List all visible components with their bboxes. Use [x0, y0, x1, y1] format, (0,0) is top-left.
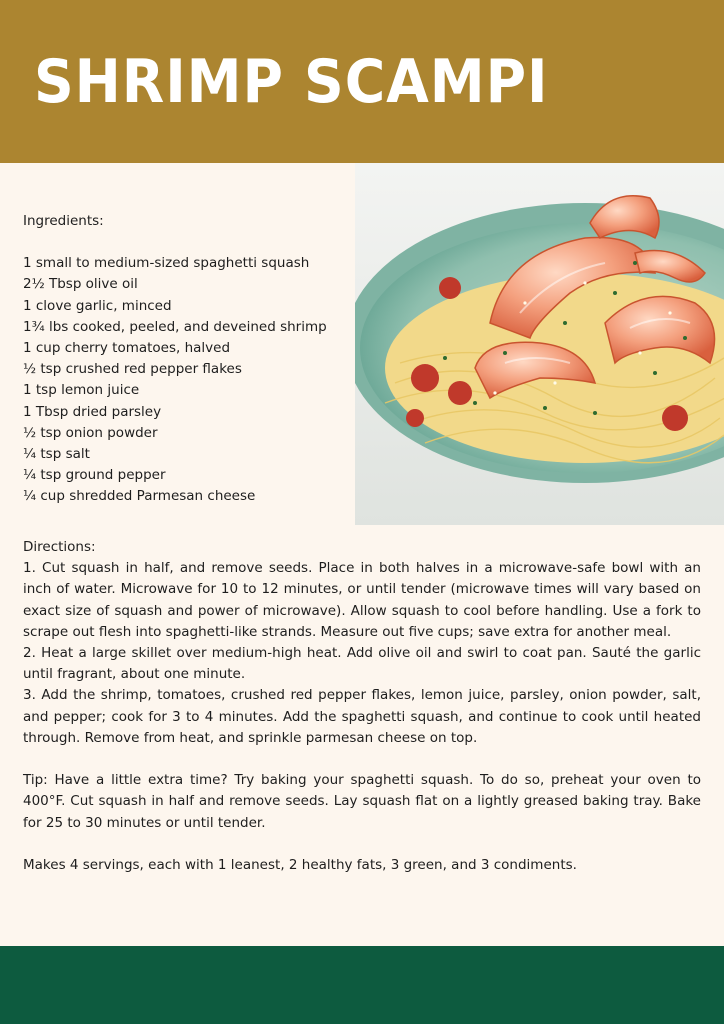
- recipe-title: SHRIMP SCAMPI: [34, 47, 549, 117]
- ingredient-item: 2½ Tbsp olive oil: [23, 276, 138, 293]
- servings-text: Makes 4 servings, each with 1 leanest, 2 healthy fats, 3 green, and 3 condiments.: [23, 857, 577, 874]
- tip-text: Tip: Have a little extra time? Try baking your spaghetti squash. To do so, preheat your oven to 400°F. Cut squash in half and remove seeds. Lay squash flat on a lightly greased baking tray. Bake for 25 to 30 minutes or until tender.: [23, 772, 701, 831]
- spacer: [23, 834, 701, 855]
- ingredients-list: [23, 253, 353, 507]
- dish-photo: [355, 163, 724, 525]
- ingredient-item: 1 tsp lemon juice: [23, 382, 140, 399]
- direction-step: 1. Cut squash in half, and remove seeds. Place in both halves in a microwave-safe bowl with an inch of water. Microwave for 10 to 12 minutes, or until tender (microwave times will vary based on exact size of squash and power of microwave). Allow squash to cool before handling. Use a fork to scrape out flesh into spaghetti-like strands. Measure out five cups; save extra for another meal.: [23, 560, 701, 640]
- ingredients-section: [23, 211, 353, 508]
- directions-heading: Directions:: [23, 539, 96, 555]
- ingredient-item: ½ tsp crushed red pepper flakes: [23, 361, 242, 378]
- ingredient-item: 1¾ lbs cooked, peeled, and deveined shrimp: [23, 318, 327, 335]
- ingredient-item: ½ tsp onion powder: [23, 424, 158, 441]
- ingredient-item: ¼ tsp salt: [23, 446, 90, 463]
- ingredients-heading: Ingredients:: [23, 213, 104, 229]
- ingredient-item: 1 clove garlic, minced: [23, 297, 172, 314]
- direction-step: 3. Add the shrimp, tomatoes, crushed red pepper flakes, lemon juice, parsley, onion powder, salt, and pepper; cook for 3 to 4 minutes. Add the spaghetti squash, and continue to cook until heated through. Remove from heat, and sprinkle parmesan cheese on top.: [23, 687, 701, 746]
- direction-step: 2. Heat a large skillet over medium-high heat. Add olive oil and swirl to coat pan. Sauté the garlic until fragrant, about one minute.: [23, 645, 701, 683]
- ingredient-item: 1 Tbsp dried parsley: [23, 403, 162, 420]
- ingredient-item: ¼ cup shredded Parmesan cheese: [23, 488, 256, 505]
- spacer: [23, 749, 701, 770]
- title-banner: [0, 0, 724, 163]
- ingredient-item: ¼ tsp ground pepper: [23, 467, 166, 484]
- footer-band: [0, 946, 724, 1024]
- directions-section: [23, 537, 701, 876]
- ingredient-item: 1 small to medium-sized spaghetti squash: [23, 255, 310, 272]
- ingredient-item: 1 cup cherry tomatoes, halved: [23, 340, 231, 357]
